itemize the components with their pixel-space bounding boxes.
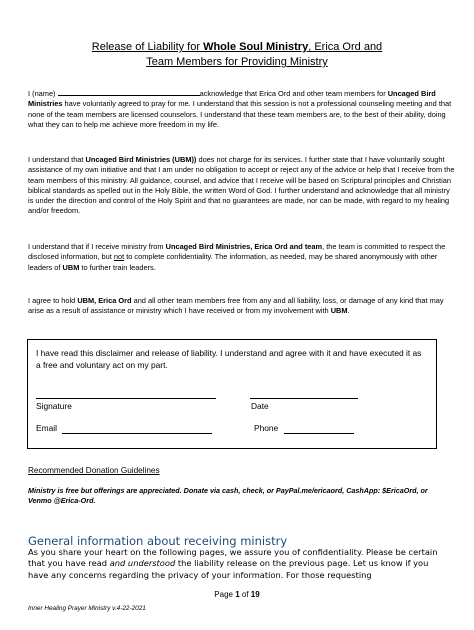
title-line-2: Team Members for Providing Ministry bbox=[146, 56, 328, 68]
paragraph-no-charge: I understand that Uncaged Bird Ministries (UBM)) does not charge for its services. I further state that I have voluntarily sought assistance of my own initiative and that I am under no obligation to accept or reject any of the advice or help that I receive from the team members of this ministry. All guidance, counsel, and advice that I receive will be based on Scriptural principles and Christian biblical standards as spelled out in the Holy Bible, the written Word of God. I further understand and acknowledge that all ministry is under the direction and control of the Holy Spirit and that no guarantees are made, nor can be made, with regard to my healing and/or freedom. bbox=[28, 155, 455, 216]
title-line-1: Release of Liability for Whole Soul Ministry, Erica Ord and bbox=[91, 41, 383, 53]
document-title bbox=[0, 40, 474, 70]
phone-line[interactable] bbox=[284, 433, 354, 434]
date-label: Date bbox=[251, 401, 269, 411]
email-label: Email bbox=[36, 423, 57, 433]
donation-heading: Recommended Donation Guidelines bbox=[28, 466, 160, 475]
phone-label: Phone bbox=[254, 423, 279, 433]
title-ministry-name: Whole Soul Ministry bbox=[203, 41, 309, 53]
paragraph-acknowledgement: I (name) acknowledge that Erica Ord and other team members for Uncaged Bird Ministries have voluntarily agreed to pray for me. I understand that this session is not a professional counseling meeting and that none of the team members are licensed counselors. I understand that these team members are, to the best of their ability, doing what they can to help me achieve more freedom in my life. bbox=[28, 89, 452, 129]
section-title: General information about receiving ministry bbox=[28, 534, 288, 548]
page-number: Page 1 of 19 bbox=[214, 590, 260, 599]
signature-label: Signature bbox=[36, 401, 72, 411]
section-body: As you share your heart on the following pages, we assure you of confidentiality. Please be certain that you have read and understood the liability release on the previous page. Let us know if you have any concerns regarding the privacy of your information. For those requesting bbox=[28, 547, 438, 580]
paragraph-liability: I agree to hold UBM, Erica Ord and all other team members free from any and all liability, loss, or damage of any kind that may arise as a result of assistance or ministry which I have received or from my involvement with UBM. bbox=[28, 296, 444, 316]
email-line[interactable] bbox=[62, 433, 212, 434]
agreement-statement: I have read this disclaimer and release of liability. I understand and agree with it and have executed it as a free and voluntary act on my part. bbox=[36, 348, 422, 370]
signature-line[interactable] bbox=[36, 398, 216, 399]
agreement-box bbox=[27, 339, 437, 449]
date-line[interactable] bbox=[250, 398, 358, 399]
donation-note: Ministry is free but offerings are appreciated. Donate via cash, check, or PayPal.me/ericaord, CashApp: $EricaOrd, or Venmo @Erica-Ord. bbox=[28, 486, 428, 506]
document-version: Inner Healing Prayer Ministry v.4-22-2021 bbox=[28, 605, 146, 612]
name-blank-line[interactable] bbox=[58, 88, 200, 96]
paragraph-confidentiality: I understand that if I receive ministry from Uncaged Bird Ministries, Erica Ord and team, the team is committed to respect the disclosed information, but not to complete confidentiality. The information, as needed, may be shared anonymously with other leaders of UBM to further train leaders. bbox=[28, 242, 446, 272]
